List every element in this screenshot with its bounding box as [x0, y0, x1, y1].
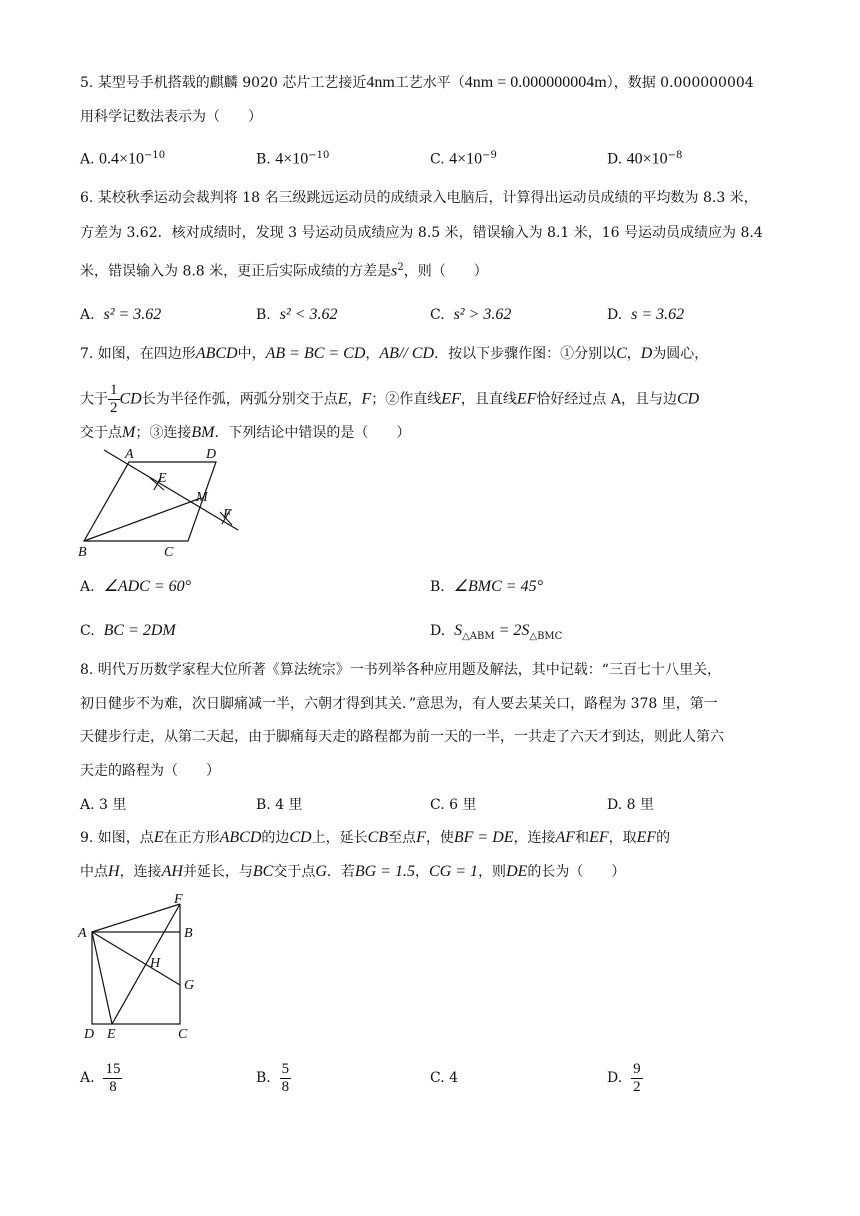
q7-label-m: M [196, 490, 208, 505]
q7-stem-line2 [80, 382, 699, 417]
q6-option-d[interactable] [607, 305, 684, 325]
q9-square-abcd [92, 932, 180, 1024]
q7-text: 大于 [80, 391, 108, 408]
option-math: ∠ADC = 60° [103, 578, 192, 595]
q6-s-exp: 2 [397, 262, 404, 273]
option-label: C. [430, 307, 445, 323]
option-label: B. [256, 1070, 271, 1086]
q7-math: CD [119, 390, 142, 408]
q5-option-a[interactable] [80, 146, 165, 170]
q9-math: CD [289, 829, 312, 846]
q7-stem-line3 [80, 423, 410, 443]
option-math: 0.4×10 [99, 150, 145, 168]
q5-4nm: 4nm [366, 74, 395, 91]
option-exp: −8 [667, 150, 683, 161]
q7-math: BM [191, 424, 215, 441]
option-math: s² > 3.62 [453, 306, 512, 323]
q7-text: ， [626, 346, 641, 362]
q8-option-b[interactable]: B. 4 里 [256, 797, 303, 813]
q7-math: F [361, 390, 372, 408]
q8-stem-line1: 8. 明代万历数学家程大位所著《算法统宗》一书列举各种应用题及解法，其中记载：“三百七十八里关， [80, 662, 721, 678]
q8-option-d[interactable]: D. 8 里 [607, 797, 654, 813]
option-sub: △ABM [462, 630, 495, 642]
option-label: A. [80, 151, 95, 168]
q7-text: 恰好经过点 A，且与边 [536, 391, 677, 408]
q9-stem-line1 [80, 828, 670, 848]
q5-option-d[interactable] [607, 146, 682, 170]
q7-label-c: C [164, 545, 174, 560]
q7-stem-line1 [80, 344, 708, 364]
q7-text: 为圆心， [652, 346, 709, 362]
q7-text: 7. 如图，在四边形 [80, 346, 196, 362]
q9-label-d: D [84, 1027, 95, 1042]
q6-option-b[interactable] [256, 305, 337, 325]
q9-math: BG = 1.5 [354, 863, 416, 880]
fraction-denominator: 2 [633, 1078, 641, 1095]
q9-math: BC [252, 863, 274, 880]
option-label: B. [256, 151, 271, 168]
q9-math: EF [636, 829, 657, 846]
q7-math: EF [441, 390, 461, 408]
q7-math: EF [516, 390, 537, 408]
q7-math: M [122, 424, 136, 441]
option-fraction [103, 1061, 122, 1096]
q7-math: AB// CD [379, 345, 435, 362]
option-math: 4×10 [449, 150, 483, 168]
option-label: B. [256, 307, 271, 323]
option-math: S [454, 622, 463, 639]
q7-line-bm [84, 498, 201, 541]
q6-text: 米，错误输入为 8.8 米，更正后实际成绩的方差是 [80, 263, 392, 280]
q9-math: H [108, 863, 120, 880]
option-fraction [280, 1061, 292, 1096]
option-math: BC = 2DM [103, 622, 176, 639]
q7-math: CD [676, 390, 700, 408]
q9-text: 至点 [388, 830, 417, 846]
q9-text: 交于点 [273, 864, 316, 880]
q7-option-d[interactable] [430, 621, 562, 647]
option-label: C. [430, 151, 445, 168]
option-exp: −10 [308, 150, 330, 161]
q9-option-a[interactable] [80, 1058, 122, 1098]
q9-text: 中点 [80, 864, 108, 880]
q9-option-c[interactable]: C. 4 [430, 1070, 459, 1086]
q7-label-d: D [206, 447, 217, 462]
q6-stem-line2: 方差为 3.62．核对成绩时，发现 3 号运动员成绩应为 8.5 米，错误输入为 8.1 米，16 号运动员成绩应为 8.4 [80, 225, 763, 241]
q5-text: 工艺水平（ [394, 75, 465, 91]
q9-text: ，使 [425, 830, 454, 846]
option-math: ∠BMC = 45° [453, 578, 543, 595]
q8-stem-line3: 天健步行走，从第二天起，由于脚痛每天走的路程都为前一天的一半，一共走了六天才到达，则此人第六 [80, 729, 724, 745]
option-label: B. [430, 579, 445, 595]
q9-text: 的 [656, 830, 671, 846]
option-label: D. [607, 307, 623, 323]
q9-text: ，连接 [119, 864, 162, 880]
fraction-denominator: 8 [109, 1078, 117, 1095]
q7-option-c[interactable] [80, 621, 176, 641]
q9-math: DE [506, 863, 528, 880]
q9-text: ，取 [608, 830, 637, 846]
q9-text: ，连接 [513, 830, 556, 846]
option-label: C. [80, 623, 95, 639]
q7-text: ；②作直线 [371, 391, 442, 408]
q5-text: 5. 某型号手机搭载的麒麟 9020 芯片工艺接近 [80, 75, 367, 91]
option-math: s² < 3.62 [279, 306, 338, 323]
q7-text: ．按以下步骤作图：①分别以 [434, 346, 617, 362]
q9-text: ，则 [478, 864, 507, 880]
option-label: D. [607, 1070, 623, 1086]
q8-stem-line2: 初日健步不为难，次日脚痛减一半，六朝才得到其关．”意思为，有人要去某关口，路程为 378 里，第一 [80, 696, 718, 712]
q6-option-c[interactable] [430, 305, 511, 325]
q9-text: 上，延长 [311, 830, 368, 846]
q9-math: AH [161, 863, 183, 880]
option-sub: △BMC [529, 630, 563, 642]
q7-label-b: B [78, 545, 87, 560]
q8-option-a[interactable]: A. 3 里 [80, 797, 127, 813]
q9-text: 9. 如图，点 [80, 830, 154, 846]
q7-text: ， [347, 391, 362, 408]
q7-math: AB = BC = CD [265, 345, 366, 362]
q7-label-e: E [158, 471, 167, 486]
q6-stem-line1: 6. 某校秋季运动会裁判将 18 名三级跳远运动员的成绩录入电脑后，计算得出运动员成绩的平均数为 8.3 米， [80, 190, 758, 206]
option-math: 40×10 [626, 150, 668, 168]
option-label: D. [607, 151, 623, 168]
q9-option-b[interactable] [256, 1058, 291, 1098]
q9-math: G [315, 863, 327, 880]
q9-label-c: C [178, 1027, 188, 1042]
q9-label-h: H [150, 956, 161, 971]
q9-text: 和 [575, 830, 590, 846]
q9-segment-ae [92, 932, 112, 1024]
q8-option-c[interactable]: C. 6 里 [430, 797, 477, 813]
option-exp: −10 [144, 150, 166, 161]
option-exp: −9 [482, 150, 497, 161]
q9-segment-ag [92, 932, 180, 985]
q7-math: E [337, 390, 348, 408]
q5-stem-line1 [80, 73, 754, 93]
q9-text: 的边 [261, 830, 290, 846]
option-label: A. [80, 307, 95, 323]
fraction-numerator: 1 [110, 382, 118, 398]
q9-text: ．若 [326, 864, 355, 880]
q9-text: 在正方形 [163, 830, 220, 846]
option-label: D. [430, 623, 446, 639]
q9-math: F [416, 829, 426, 846]
q7-math: ABCD [195, 345, 238, 362]
q9-label-g: G [184, 978, 195, 993]
option-fraction [631, 1061, 643, 1096]
q5-text: ），数据 0.000000004 [606, 75, 754, 91]
q9-label-e: E [107, 1027, 116, 1042]
q6-option-a[interactable] [80, 305, 161, 325]
fraction-denominator: 8 [281, 1078, 290, 1095]
q7-math: D [640, 345, 653, 362]
q5-stem-line2: 用科学记数法表示为（ ） [80, 109, 262, 125]
option-math: s² = 3.62 [103, 306, 162, 323]
q5-equation: 4nm = 0.000000004m [464, 74, 607, 91]
q7-label-a: A [125, 447, 134, 462]
q8-stem-line4: 天走的路程为（ ） [80, 763, 220, 779]
q9-text: 并延长，与 [182, 864, 253, 880]
q9-label-b: B [184, 926, 193, 941]
q9-math: BF = DE [453, 829, 514, 846]
q7-option-b[interactable] [430, 577, 543, 597]
q7-figure [76, 446, 246, 562]
q9-math: EF [589, 829, 609, 846]
option-math: s = 3.62 [631, 306, 685, 323]
q9-math: CG = 1 [429, 863, 479, 880]
q5-option-c[interactable] [430, 146, 497, 170]
q7-option-a[interactable] [80, 577, 191, 597]
q5-option-b[interactable] [256, 146, 329, 170]
q9-figure [74, 892, 204, 1042]
q7-text: ， [365, 346, 380, 362]
q7-text: 长为半径作弧，两弧分别交于点 [141, 391, 338, 408]
q6-s: s [391, 262, 398, 280]
q7-text: ；③连接 [135, 425, 192, 441]
q7-math: C [616, 345, 627, 362]
q7-text: 中， [237, 346, 266, 362]
option-math: 4×10 [275, 150, 309, 168]
q9-math: ABCD [219, 829, 262, 846]
q9-label-f: F [174, 892, 183, 907]
q9-math: AF [555, 829, 576, 846]
q9-stem-line2 [80, 862, 625, 882]
q7-fraction [108, 382, 120, 417]
q6-text: ，则（ ） [403, 263, 488, 280]
q9-text: ， [415, 864, 430, 880]
option-label: A. [80, 1070, 95, 1086]
q6-stem-line3 [80, 258, 488, 282]
q9-text: 的长为（ ） [527, 864, 626, 880]
q7-text: 交于点 [80, 425, 122, 441]
q9-math: E [153, 829, 164, 846]
fraction-numerator: 15 [105, 1060, 121, 1077]
fraction-denominator: 2 [110, 400, 118, 416]
q9-option-d[interactable] [607, 1058, 643, 1098]
q7-text: ，且直线 [460, 391, 517, 408]
fraction-numerator: 9 [633, 1060, 641, 1077]
option-label: A. [80, 579, 95, 595]
q9-math: CB [367, 829, 389, 846]
fraction-numerator: 5 [281, 1060, 290, 1077]
q7-label-f: F [223, 507, 232, 522]
option-math: = 2S [494, 622, 530, 639]
q9-label-a: A [78, 926, 87, 941]
q7-text: ．下列结论中错误的是（ ） [214, 425, 411, 441]
